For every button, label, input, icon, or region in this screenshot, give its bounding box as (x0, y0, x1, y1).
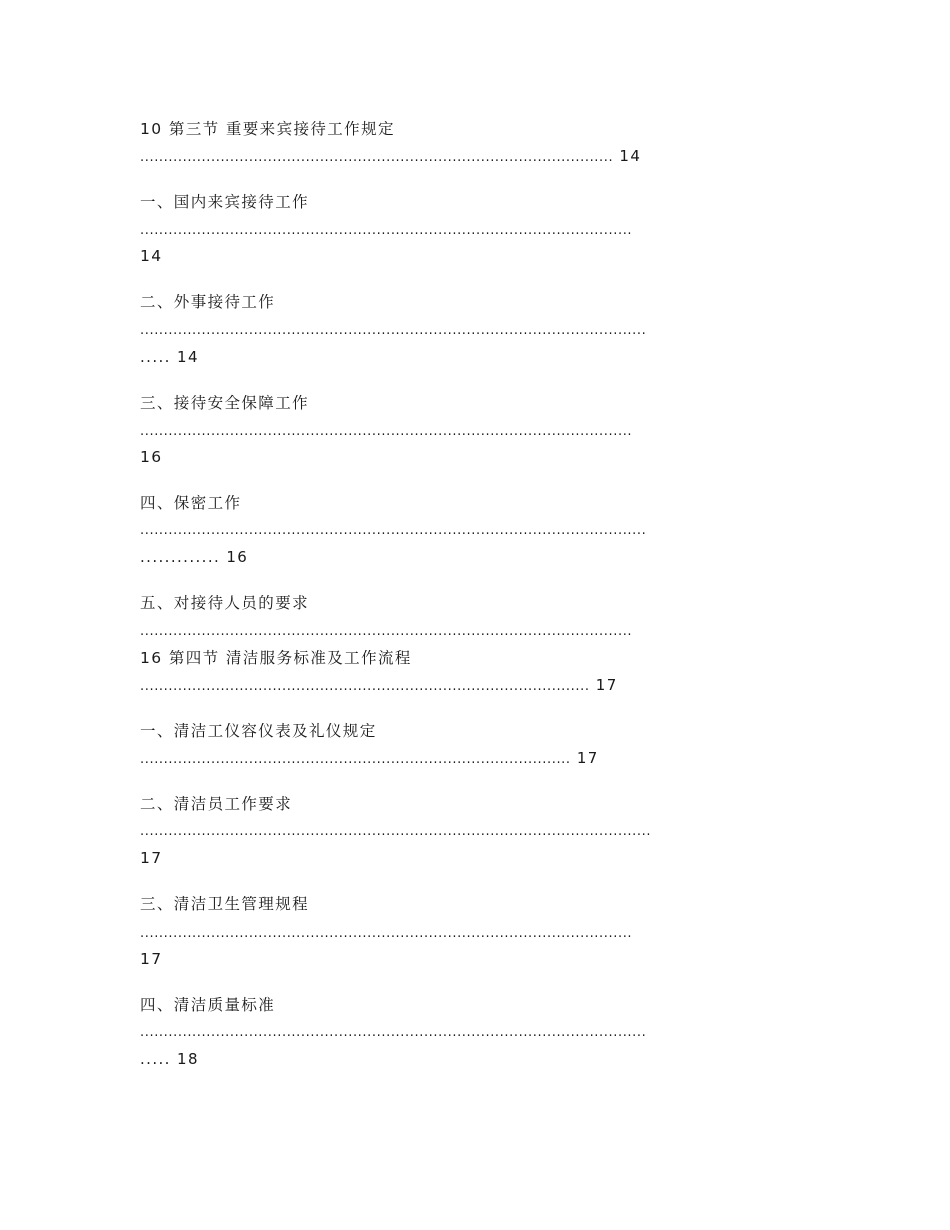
toc-entry-title: 二、清洁员工作要求 (140, 795, 293, 813)
toc-page-number: 14 (613, 147, 642, 165)
toc-entry-leader: ........................................................................................................ (140, 926, 633, 941)
toc-entry-title: 10 第三节 重要来宾接待工作规定 (140, 120, 395, 138)
toc-entry-leader (140, 348, 199, 368)
toc-entry-leader: .................................................................................................... 14 (140, 147, 642, 165)
toc-entry-leader: ............................................................................................................ (140, 824, 652, 839)
toc-entry-leader: ........................................................................................................... (140, 1025, 647, 1040)
toc-page-number: ..... 18 (140, 1050, 199, 1068)
toc-entry-title: 三、清洁卫生管理规程 (140, 895, 310, 913)
toc-page-number: ............. 16 (140, 548, 249, 566)
toc-entry-title: 一、清洁工仪容仪表及礼仪规定 (140, 722, 377, 740)
toc-entry-leader: ........................................................................................................... (140, 523, 647, 538)
toc-entry-title: 五、对接待人员的要求 (140, 594, 310, 612)
toc-page-number: 17 (140, 950, 163, 968)
toc-page-number: 17 (589, 676, 618, 694)
toc-page-number: 17 (570, 749, 599, 767)
toc-entry-title: 四、保密工作 (140, 494, 242, 512)
toc-entry-leader: ........................................................................................................ (140, 424, 633, 439)
toc-entry-title: 16 第四节 清洁服务标准及工作流程 (140, 649, 412, 667)
toc-page-number: ..... 14 (140, 348, 199, 366)
toc-entry-leader (140, 548, 248, 568)
toc-page-number: 17 (140, 849, 163, 867)
toc-entry-leader: ........................................................................................................... (140, 323, 647, 338)
toc-entry-leader (140, 1050, 199, 1070)
toc-entry-title: 二、外事接待工作 (140, 293, 276, 311)
toc-entry-leader: ............................................................................................... 17 (140, 676, 618, 694)
toc-entry-title: 一、国内来宾接待工作 (140, 193, 310, 211)
toc-entry-leader: ........................................................................................... 17 (140, 749, 599, 767)
toc-entry-leader: ........................................................................................................ (140, 223, 633, 238)
toc-page-number: 14 (140, 247, 163, 265)
toc-entry-title: 三、接待安全保障工作 (140, 394, 310, 412)
toc-page-number: 16 (140, 448, 163, 466)
toc-entry-leader: ........................................................................................................ (140, 624, 633, 639)
toc-entry-title: 四、清洁质量标准 (140, 996, 276, 1014)
